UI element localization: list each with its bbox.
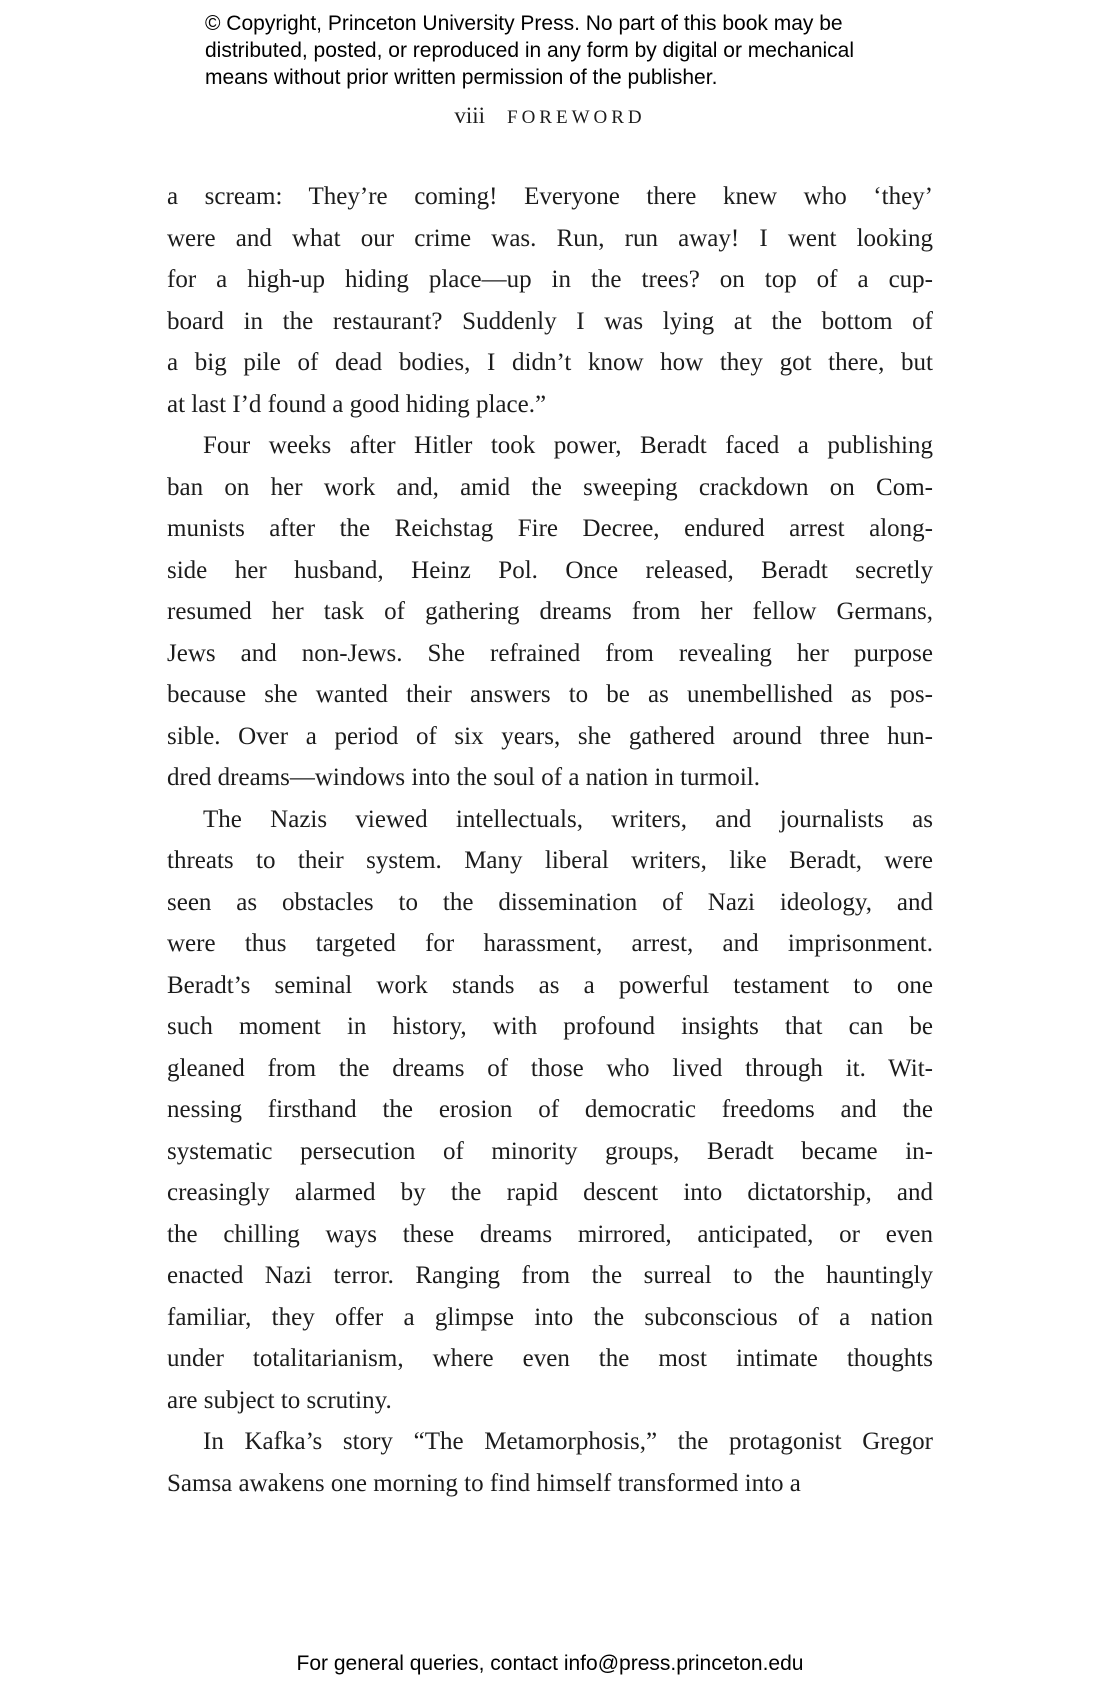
body-line: the chilling ways these dreams mirrored, anticipated, or even: [167, 1220, 933, 1248]
copyright-line: distributed, posted, or reproduced in any form by digital or mechanical: [205, 39, 855, 62]
body-text: [167, 176, 933, 1504]
body-line: Jews and non-Jews. She refrained from revealing her purpose: [167, 639, 933, 667]
body-line: seen as obstacles to the dissemination of Nazi ideology, and: [167, 888, 933, 916]
body-line: board in the restaurant? Suddenly I was lying at the bottom of: [167, 307, 933, 335]
body-line: for a high-up hiding place—up in the trees? on top of a cup-: [167, 266, 933, 293]
body-line: The Nazis viewed intellectuals, writers, and journalists as: [203, 805, 933, 833]
body-line: a scream: They’re coming! Everyone there knew who ‘they’: [167, 183, 933, 210]
body-line: familiar, they offer a glimpse into the subconscious of a nation: [167, 1303, 933, 1331]
body-line: Four weeks after Hitler took power, Beradt faced a publishing: [203, 432, 933, 459]
footer-contact-text: For general queries, contact info@press.princeton.edu: [296, 1652, 804, 1675]
body-line: were thus targeted for harassment, arrest, and imprisonment.: [167, 930, 933, 957]
body-line: at last I’d found a good hiding place.”: [167, 390, 547, 418]
body-line: dred dreams—windows into the soul of a nation in turmoil.: [167, 764, 760, 791]
body-line: such moment in history, with profound insights that can be: [167, 1013, 933, 1040]
body-line: munists after the Reichstag Fire Decree, endured arrest along-: [167, 515, 933, 542]
body-line: threats to their system. Many liberal writers, like Beradt, were: [167, 847, 933, 874]
body-line: nessing firsthand the erosion of democratic freedoms and the: [167, 1096, 933, 1123]
body-line: resumed her task of gathering dreams from her fellow Germans,: [167, 598, 933, 625]
body-line: systematic persecution of minority groups, Beradt became in-: [167, 1137, 933, 1165]
body-line: were and what our crime was. Run, run away! I went looking: [167, 224, 933, 252]
body-line: side her husband, Heinz Pol. Once released, Beradt secretly: [167, 556, 933, 584]
running-head: [167, 104, 933, 127]
body-line: under totalitarianism, where even the most intimate thoughts: [167, 1345, 933, 1372]
section-title: FOREWORD: [507, 107, 646, 128]
body-line: because she wanted their answers to be as unembellished as pos-: [167, 681, 933, 708]
body-line: are subject to scrutiny.: [167, 1386, 392, 1414]
folio-page-number: viii: [454, 103, 486, 128]
body-line: sible. Over a period of six years, she gathered around three hun-: [167, 722, 933, 750]
body-line: enacted Nazi terror. Ranging from the surreal to the hauntingly: [167, 1262, 933, 1289]
body-line: gleaned from the dreams of those who lived through it. Wit-: [167, 1054, 933, 1082]
body-line: ban on her work and, amid the sweeping crackdown on Com-: [167, 473, 933, 501]
body-line: Samsa awakens one morning to find himself transformed into a: [167, 1469, 801, 1497]
body-line: Beradt’s seminal work stands as a powerful testament to one: [167, 971, 933, 999]
copyright-notice: [205, 10, 854, 91]
copyright-line: © Copyright, Princeton University Press. No part of this book may be: [205, 12, 843, 35]
body-line: creasingly alarmed by the rapid descent into dictatorship, and: [167, 1179, 933, 1206]
body-line: a big pile of dead bodies, I didn’t know how they got there, but: [167, 349, 933, 376]
copyright-line: means without prior written permission of the publisher.: [205, 66, 718, 89]
body-line: In Kafka’s story “The Metamorphosis,” the protagonist Gregor: [203, 1428, 933, 1455]
page-footer: [0, 1652, 1100, 1676]
